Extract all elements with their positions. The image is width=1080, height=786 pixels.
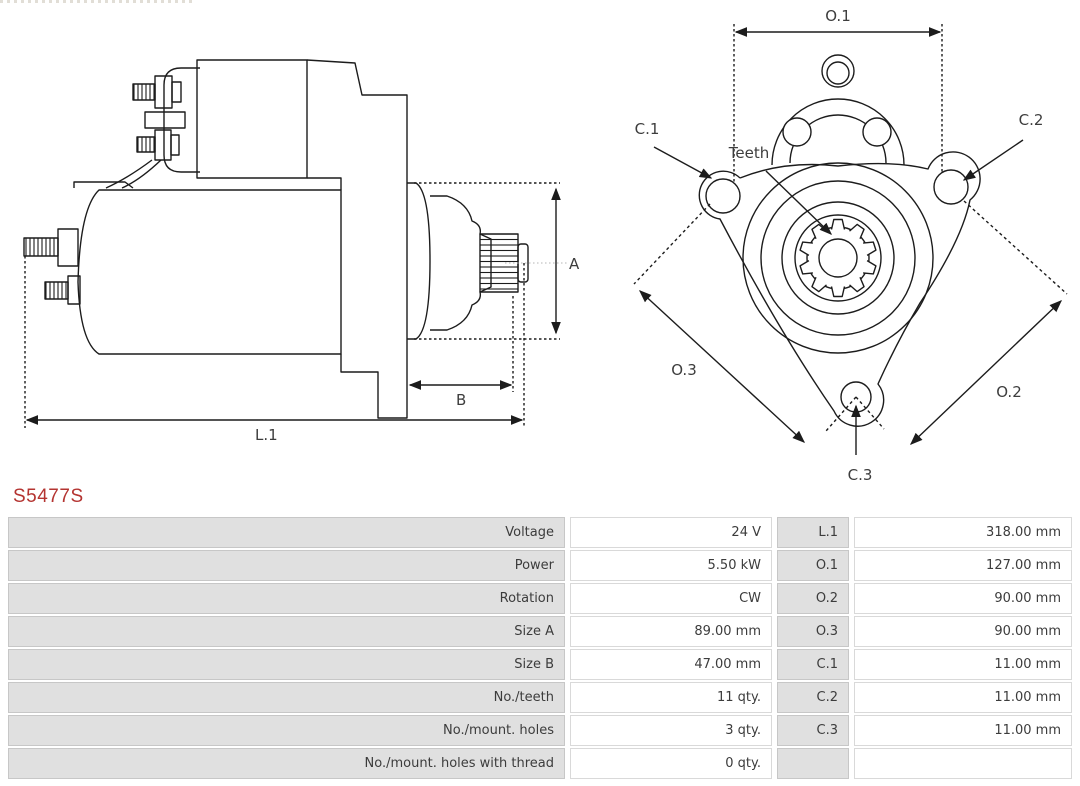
dimension-l1 [25, 256, 522, 428]
spec-value: 0 qty. [570, 748, 772, 779]
spec-label: No./mount. holes [8, 715, 565, 746]
spec-row [8, 682, 1072, 713]
pilot-arch [772, 55, 904, 165]
dim-label [777, 748, 849, 779]
dim-label-o1: O.1 [825, 7, 851, 25]
dim-label: O.3 [777, 616, 849, 647]
spec-label: No./mount. holes with thread [8, 748, 565, 779]
spec-label: No./teeth [8, 682, 565, 713]
leader-c1 [654, 147, 711, 178]
spec-row [8, 583, 1072, 614]
spec-row [8, 715, 1072, 746]
spec-value: 47.00 mm [570, 649, 772, 680]
spec-value: 5.50 kW [570, 550, 772, 581]
mounting-bracket [307, 60, 407, 418]
spec-value: 3 qty. [570, 715, 772, 746]
front-view-drawing [620, 3, 1080, 493]
spec-label: Voltage [8, 517, 565, 548]
spec-row [8, 649, 1072, 680]
dim-value: 90.00 mm [854, 616, 1072, 647]
dim-label-c3: C.3 [847, 466, 873, 484]
dim-label-c1: C.1 [634, 120, 660, 138]
teeth-label: Teeth [728, 144, 770, 162]
dim-label-a: A [569, 255, 580, 273]
watermark-strip [0, 0, 196, 3]
spec-value: 89.00 mm [570, 616, 772, 647]
spec-label: Rotation [8, 583, 565, 614]
spec-value: 24 V [570, 517, 772, 548]
dim-label: O.2 [777, 583, 849, 614]
dim-value: 90.00 mm [854, 583, 1072, 614]
spec-label: Size A [8, 616, 565, 647]
dim-label: L.1 [777, 517, 849, 548]
part-number: S5477S [13, 486, 84, 507]
spec-value: 11 qty. [570, 682, 772, 713]
side-view-drawing [0, 28, 590, 448]
dim-value: 318.00 mm [854, 517, 1072, 548]
rear-studs [24, 229, 80, 304]
dim-label-o2: O.2 [996, 383, 1022, 401]
dim-label-l1: L.1 [255, 426, 278, 444]
dim-value: 11.00 mm [854, 649, 1072, 680]
dim-label: C.1 [777, 649, 849, 680]
gear-teeth [799, 220, 876, 297]
spec-label: Size B [8, 649, 565, 680]
spec-row [8, 517, 1072, 548]
dim-label-b: B [456, 391, 467, 409]
dim-label: C.2 [777, 682, 849, 713]
spec-table [8, 517, 1072, 781]
dim-value: 127.00 mm [854, 550, 1072, 581]
pinion-gear [480, 234, 528, 292]
spec-row [8, 748, 1072, 779]
dim-label-o3: O.3 [671, 361, 697, 379]
motor-body [74, 182, 341, 354]
dim-label: O.1 [777, 550, 849, 581]
dim-label: C.3 [777, 715, 849, 746]
dim-value: 11.00 mm [854, 682, 1072, 713]
spec-value: CW [570, 583, 772, 614]
dim-value: 11.00 mm [854, 715, 1072, 746]
leader-teeth [766, 171, 831, 234]
drive-end-housing [407, 183, 491, 339]
dimension-o2 [911, 201, 1067, 444]
spec-row [8, 616, 1072, 647]
spec-label: Power [8, 550, 565, 581]
dim-label-c2: C.2 [1018, 111, 1044, 129]
dim-value [854, 748, 1072, 779]
spec-row [8, 550, 1072, 581]
